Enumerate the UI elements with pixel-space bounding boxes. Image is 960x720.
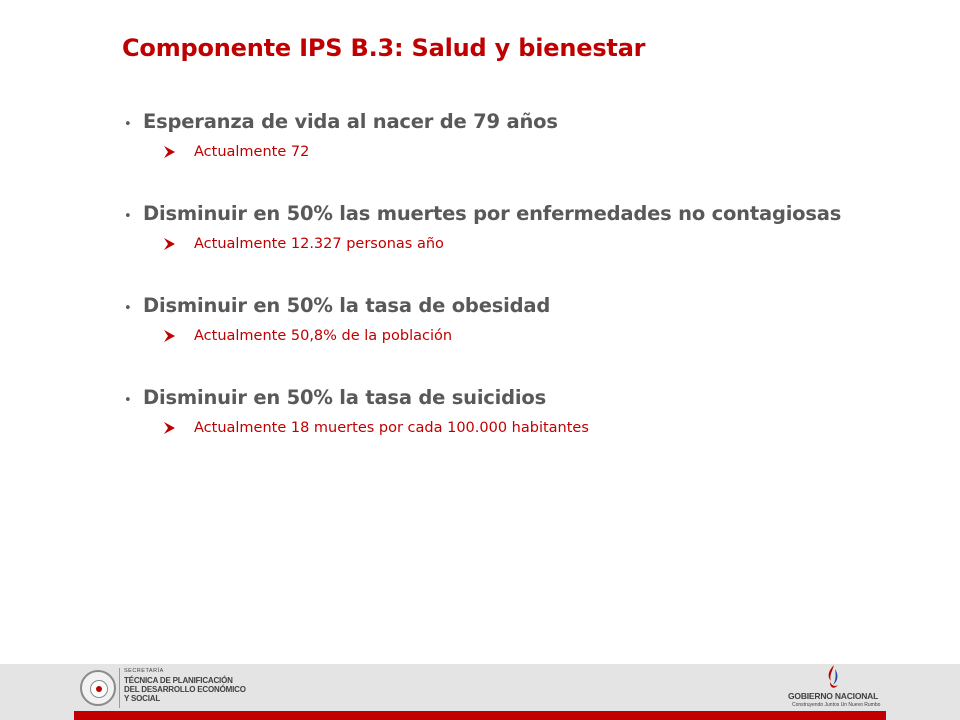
arrow-bullet-icon: [162, 421, 194, 435]
bullet-item: [124, 110, 944, 160]
bullet-dot-icon: •: [124, 209, 132, 224]
logo-text-line: Y SOCIAL: [124, 693, 161, 703]
logo-caption: SECRETARÍA: [124, 668, 164, 674]
flame-logo-icon: [826, 665, 840, 689]
bullet-text: Esperanza de vida al nacer de 79 años: [143, 110, 558, 133]
logo-divider: [119, 668, 120, 708]
footer-accent-bar: [74, 711, 886, 720]
bullet-item: [124, 202, 944, 252]
slide-title: Componente IPS B.3: Salud y bienestar: [122, 34, 646, 62]
sub-bullet-text: Actualmente 18 muertes por cada 100.000 habitantes: [194, 420, 589, 436]
bullet-text: Disminuir en 50% la tasa de suicidios: [143, 386, 546, 409]
sub-bullet-text: Actualmente 72: [194, 144, 310, 160]
bullet-dot-icon: •: [124, 117, 132, 132]
bullet-text: Disminuir en 50% la tasa de obesidad: [143, 294, 551, 317]
arrow-bullet-icon: [162, 329, 194, 343]
bullet-item: [124, 294, 944, 344]
bullet-text: Disminuir en 50% las muertes por enfermedades no contagiosas: [143, 202, 842, 225]
sub-bullet-text: Actualmente 50,8% de la población: [194, 328, 453, 344]
logo-text-line: TÉCNICA DE PLANIFICACIÓN: [124, 675, 233, 685]
arrow-bullet-icon: [162, 237, 194, 251]
logo-text-line: DEL DESARROLLO ECONÓMICO: [124, 684, 246, 694]
sub-bullet-text: Actualmente 12.327 personas año: [194, 236, 444, 252]
gobierno-slogan: Construyendo Juntos Un Nuevo Rumbo: [792, 702, 881, 708]
bullet-list: [124, 110, 944, 478]
national-seal-icon: [80, 670, 116, 706]
bullet-dot-icon: •: [124, 301, 132, 316]
arrow-bullet-icon: [162, 145, 194, 159]
bullet-item: [124, 386, 944, 436]
bullet-dot-icon: •: [124, 393, 132, 408]
gobierno-nacional-wordmark: GOBIERNO NACIONAL: [788, 691, 879, 701]
gobierno-nacional-logo: [788, 665, 888, 711]
secretaria-logo: [124, 669, 246, 703]
